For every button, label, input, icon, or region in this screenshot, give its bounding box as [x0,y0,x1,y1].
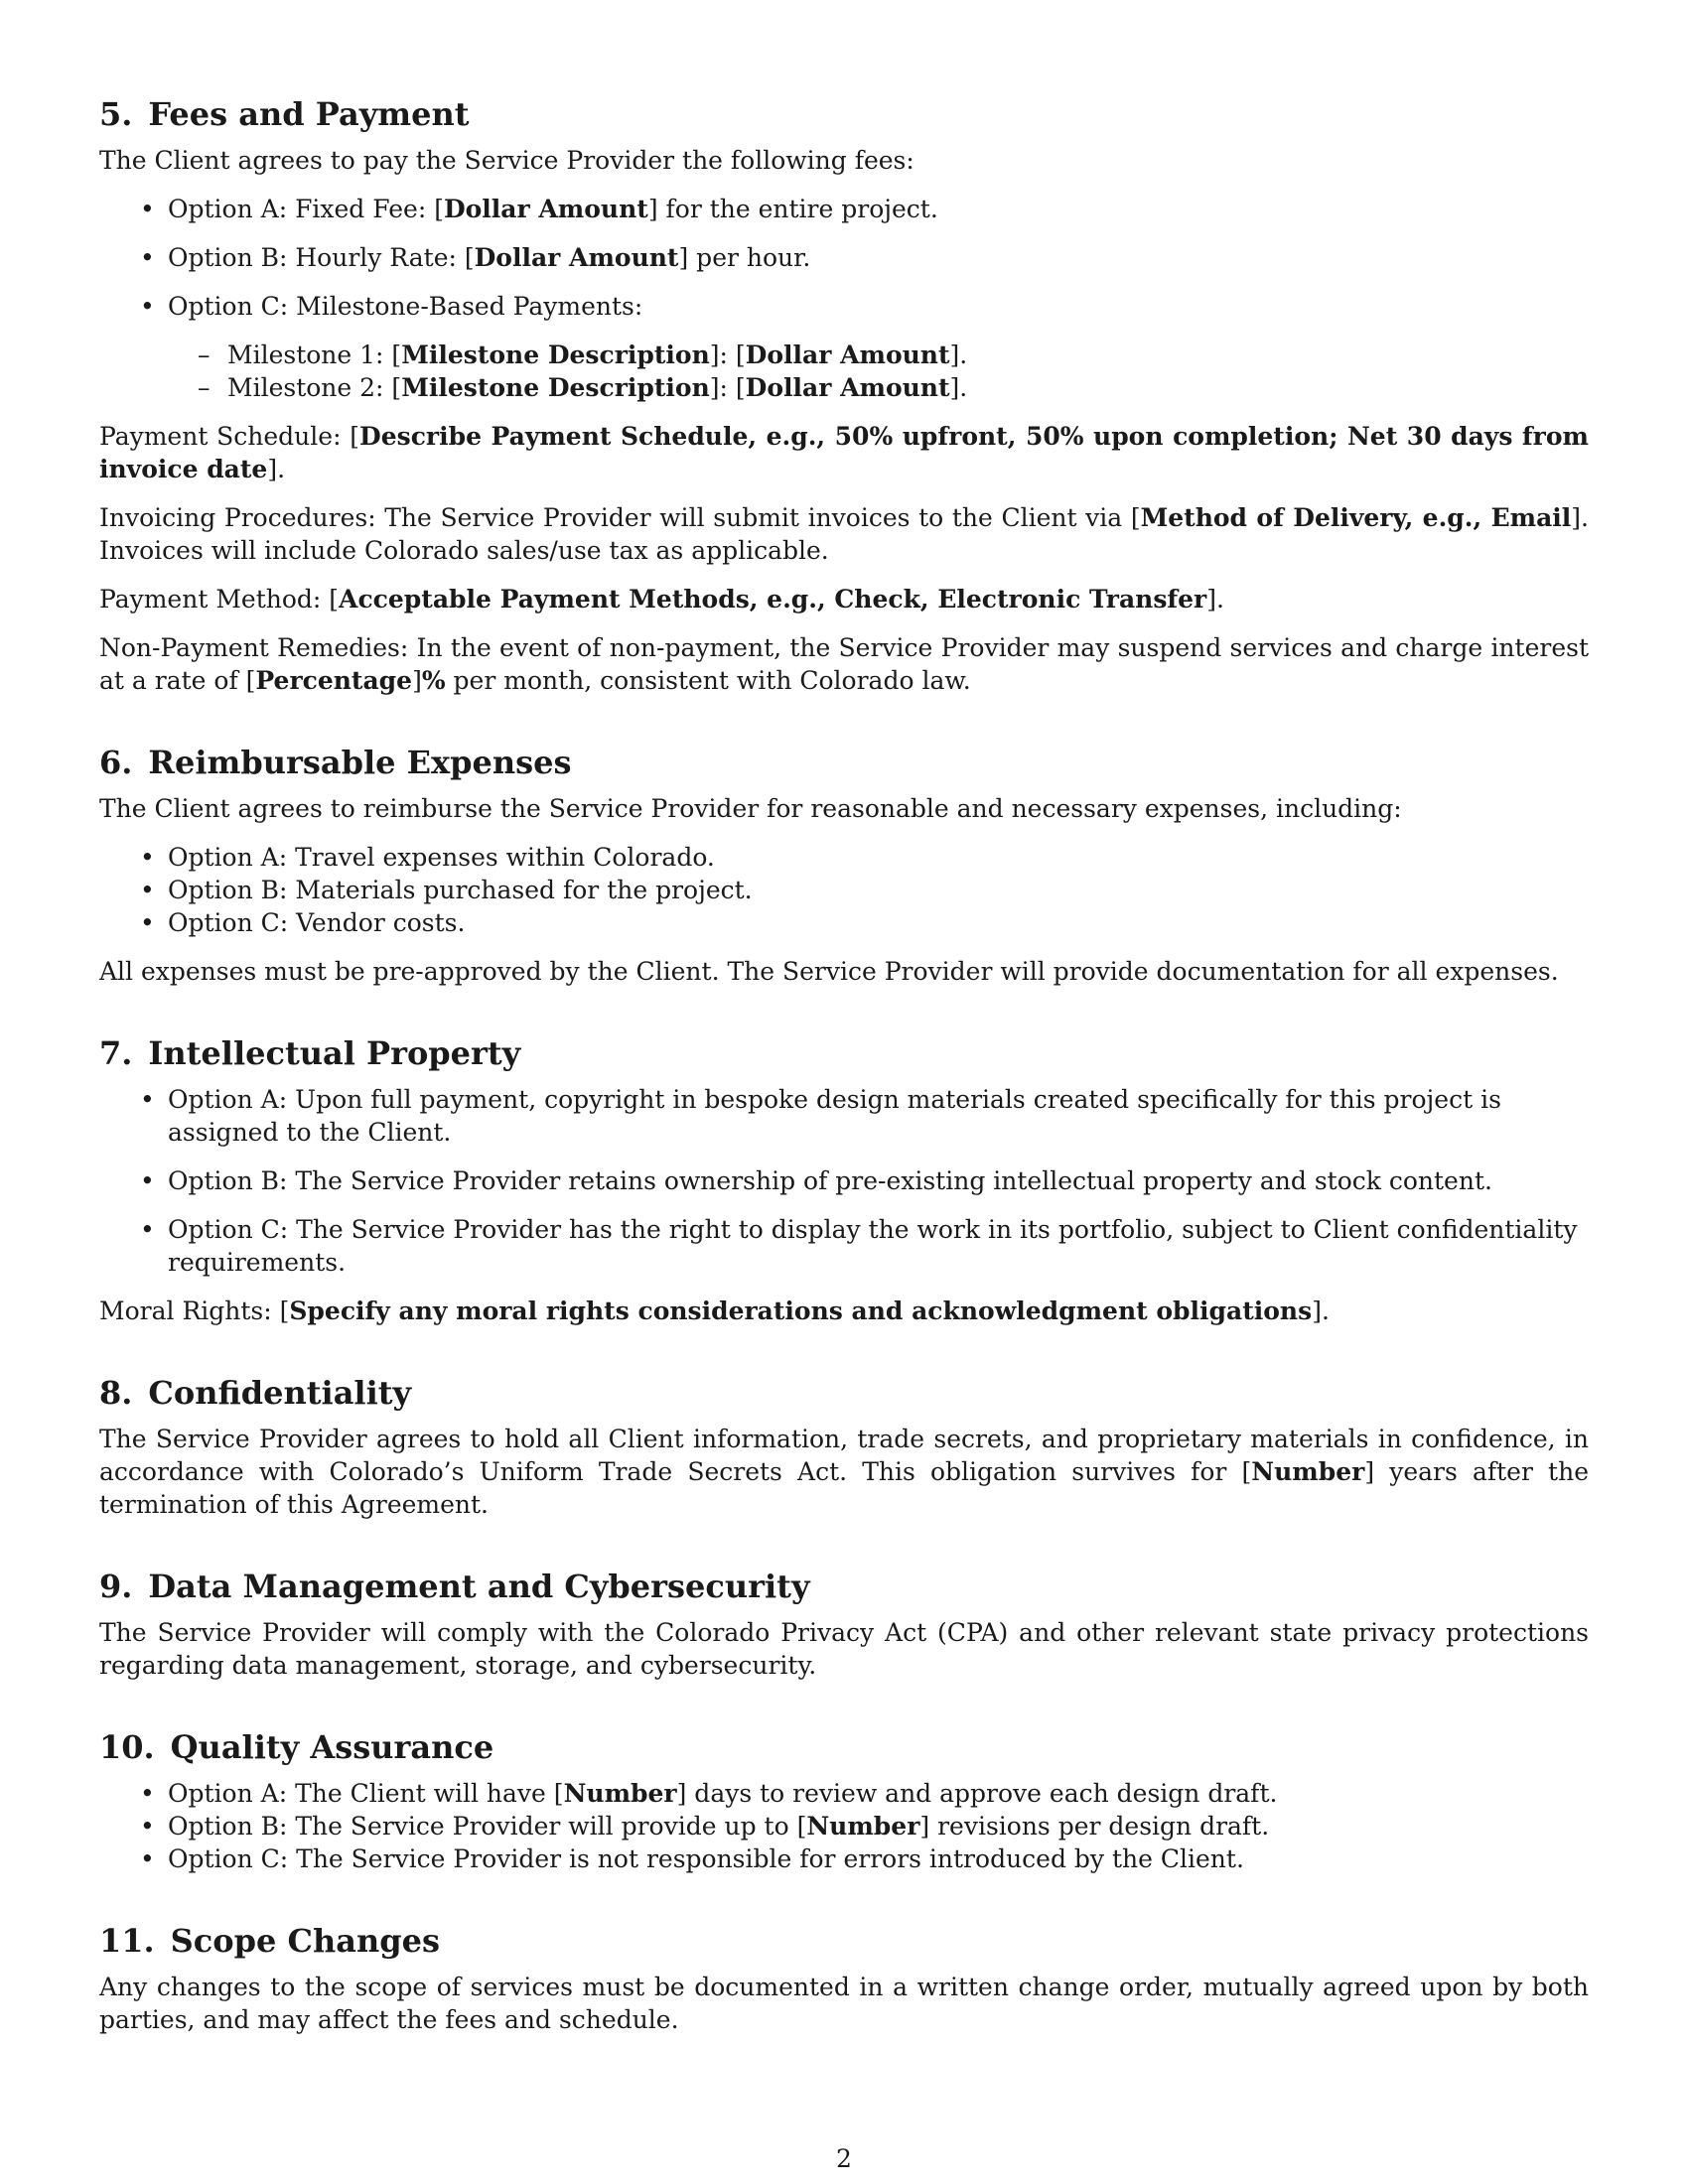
section-fees-and-payment [99,94,1589,697]
section-title: Confidentiality [148,1374,412,1412]
option-list [99,1777,1589,1875]
section-number: 7. [99,1034,133,1072]
section-scope-changes [99,1921,1589,2036]
section-title: Reimbursable Expenses [148,744,572,781]
page-number: 2 [836,2144,852,2173]
payment-method-paragraph: Payment Method: [Acceptable Payment Methods, e.g., Check, Electronic Transfer]. [99,585,1224,614]
list-item: • Option B: Materials purchased for the project. [168,874,1589,906]
section-number: 10. [99,1728,155,1766]
list-item: – Milestone 2: [Milestone Description]: [Dollar Amount]. [227,371,1589,404]
section-number: 6. [99,744,133,781]
option-list [99,1083,1589,1279]
list-item: • Option A: Upon full payment, copyright in bespoke design materials created specifically for this project is assigned to the Client. [168,1083,1589,1149]
section-heading [99,94,1589,134]
paragraph: The Service Provider will comply with the Colorado Privacy Act (CPA) and other relevant state privacy protections regarding data management, storage, and cybersecurity. [99,1618,1589,1680]
section-title: Quality Assurance [170,1728,494,1766]
list-item: • Option C: Milestone-Based Payments: [168,290,1589,323]
list-item: • Option B: The Service Provider retains ownership of pre-existing intellectual property and stock content. [168,1164,1589,1197]
section-heading [99,743,1589,782]
section-heading [99,1567,1589,1606]
section-reimbursable-expenses [99,743,1589,988]
section-heading [99,1727,1589,1767]
list-item: • Option C: Vendor costs. [168,906,1589,939]
section-number: 9. [99,1568,133,1605]
non-payment-paragraph: Non-Payment Remedies: In the event of non-payment, the Service Provider may suspend services and charge interest at a rate of [Percentage]% per month, consistent with Colorado law. [99,633,1589,695]
moral-rights-paragraph: Moral Rights: [Specify any moral rights considerations and acknowledgment obligations]. [99,1297,1330,1325]
list-item: • Option A: Fixed Fee: [Dollar Amount] for the entire project. [168,193,1589,225]
section-confidentiality [99,1373,1589,1521]
list-item: – Milestone 1: [Milestone Description]: [Dollar Amount]. [227,339,1589,371]
list-item: • Option A: Travel expenses within Colorado. [168,841,1589,874]
section-quality-assurance [99,1727,1589,1875]
list-item: • Option A: The Client will have [Number] days to review and approve each design draft. [168,1777,1589,1810]
document-page [99,94,1589,2082]
section-number: 5. [99,95,133,133]
section-title: Fees and Payment [148,95,470,133]
option-list [99,193,1589,323]
list-item: • Option B: The Service Provider will provide up to [Number] revisions per design draft. [168,1810,1589,1843]
paragraph: The Service Provider agrees to hold all Client information, trade secrets, and proprietary materials in confidence, in accordance with Colorado’s Uniform Trade Secrets Act. This obligation survives for [Number] years after the termination of this Agreement. [99,1425,1590,1519]
option-list [99,841,1589,939]
section-title: Intellectual Property [148,1034,521,1072]
section-data-management [99,1567,1589,1682]
paragraph: Any changes to the scope of services must be documented in a written change order, mutually agreed upon by both parties, and may affect the fees and schedule. [99,1973,1589,2034]
list-item: • Option C: The Service Provider is not responsible for errors introduced by the Client. [168,1843,1589,1875]
paragraph: The Client agrees to pay the Service Provider the following fees: [99,146,914,175]
list-item: • Option B: Hourly Rate: [Dollar Amount] per hour. [168,241,1589,274]
paragraph: The Client agrees to reimburse the Service Provider for reasonable and necessary expenses, including: [99,794,1402,823]
section-number: 8. [99,1374,133,1412]
section-title: Scope Changes [170,1922,440,1960]
section-heading [99,1373,1589,1413]
section-heading [99,1921,1589,1961]
list-item: • Option C: The Service Provider has the right to display the work in its portfolio, subject to Client confidentiality requirements. [168,1213,1589,1279]
invoicing-paragraph: Invoicing Procedures: The Service Provider will submit invoices to the Client via [Method of Delivery, e.g., Email]. Invoices will include Colorado sales/use tax as applicable. [99,503,1589,565]
section-title: Data Management and Cybersecurity [148,1568,810,1605]
milestone-list [168,339,1589,404]
section-heading [99,1033,1589,1073]
section-number: 11. [99,1922,155,1960]
payment-schedule-paragraph: Payment Schedule: [Describe Payment Schedule, e.g., 50% upfront, 50% upon completion; Net 30 days from invoice date]. [99,422,1589,483]
paragraph: All expenses must be pre-approved by the Client. The Service Provider will provide documentation for all expenses. [99,957,1559,986]
section-intellectual-property [99,1033,1589,1327]
